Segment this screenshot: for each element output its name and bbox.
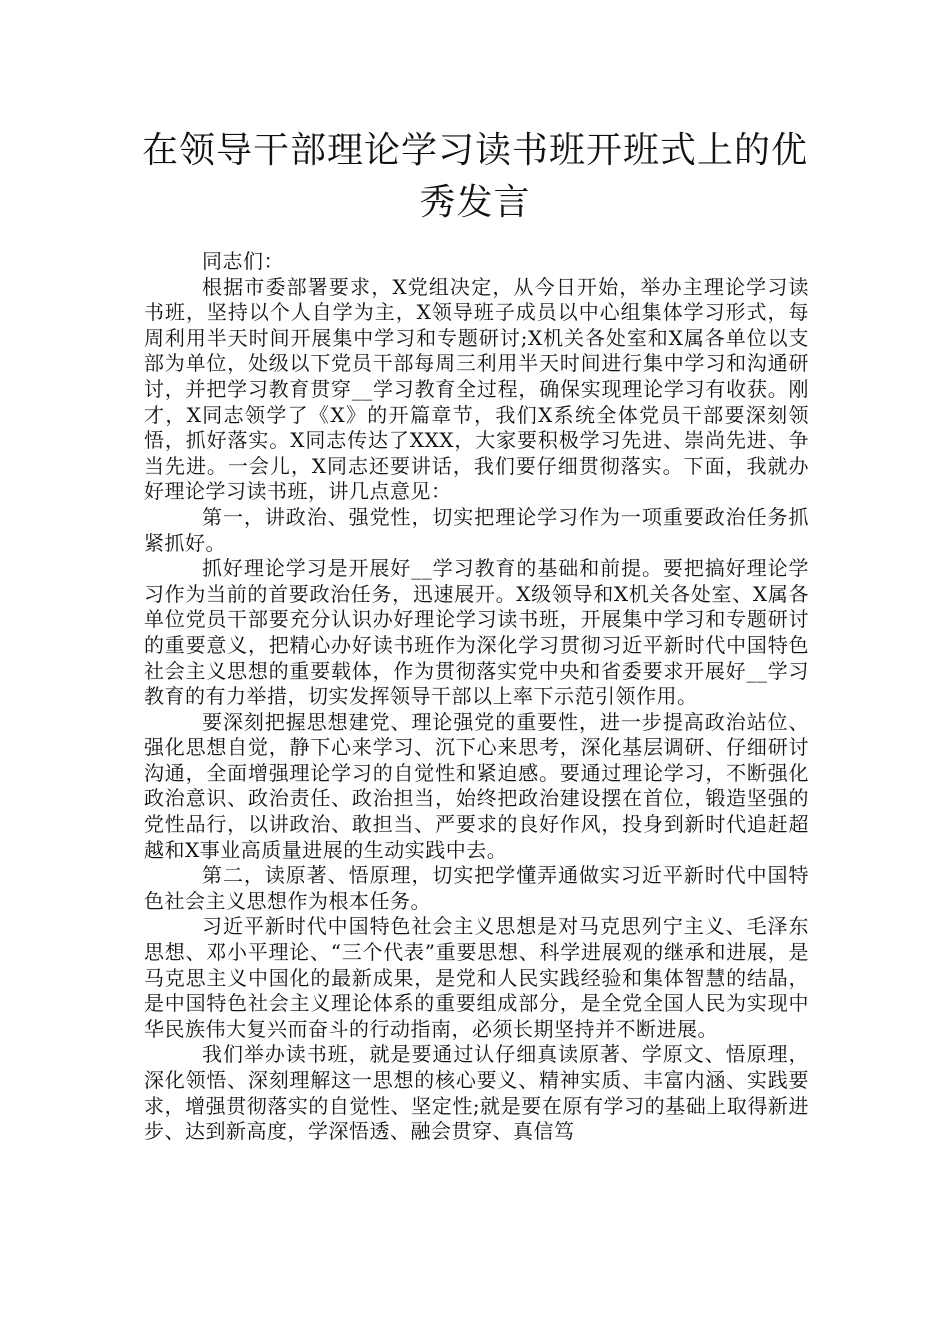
paragraph: 抓好理论学习是开展好__学习教育的基础和前提。要把搞好理论学习作为当前的首要政治任务，迅速展开。X级领导和X机关各处室、X属各单位党员干部要充分认识办好理论学习读书班，开展集中学习和专题研讨的重要意义，把精心办好读书班作为深化学习贯彻习近平新时代中国特色社会主义思想的重要载体，作为贯彻落实党中央和省委要求开展好__学习教育的有力举措，切实发挥领导干部以上率下示范引领作用。 xyxy=(144,556,809,709)
paragraph: 我们举办读书班，就是要通过认仔细真读原著、学原文、悟原理，深化领悟、深刻理解这一思想的核心要义、精神实质、丰富内涵、实践要求，增强贯彻落实的自觉性、坚定性;就是要在原有学习的基础上取得新进步、达到新高度，学深悟透、融会贯穿、真信笃 xyxy=(144,1042,809,1144)
section-heading: 第二，读原著、悟原理，切实把学懂弄通做实习近平新时代中国特色社会主义思想作为根本任务。 xyxy=(144,863,809,913)
paragraph: 根据市委部署要求，X党组决定，从今日开始，举办主理论学习读书班，坚持以个人自学为主，X领导班子成员以中心组集体学习形式，每周利用半天时间开展集中学习和专题研讨;X机关各处室和X属各单位以支部为单位，处级以下党员干部每周三利用半天时间进行集中学习和沟通研讨，并把学习教育贯穿__学习教育全过程，确保实现理论学习有收获。刚才，X同志领学了《X》的开篇章节，我们X系统全体党员干部要深刻领悟，抓好落实。X同志传达了XXX，大家要积极学习先进、崇尚先进、争当先进。一会儿，X同志还要讲话，我们要仔细贯彻落实。下面，我就办好理论学习读书班，讲几点意见： xyxy=(144,274,809,504)
section-heading: 第一，讲政治、强党性，切实把理论学习作为一项重要政治任务抓紧抓好。 xyxy=(144,504,809,555)
document-body xyxy=(144,249,809,1145)
document-title xyxy=(130,125,820,229)
title-line-2: 秀发言 xyxy=(419,182,531,223)
paragraph: 要深刻把握思想建党、理论强党的重要性，进一步提高政治站位、强化思想自觉，静下心来学习、沉下心来思考，深化基层调研、仔细研讨沟通，全面增强理论学习的自觉性和紧迫感。要通过理论学习，不断强化政治意识、政治责任、政治担当，始终把政治建设摆在首位，锻造坚强的党性品行，以讲政治、敢担当、严要求的良好作风，投身到新时代追赶超越和X事业高质量进展的生动实践中去。 xyxy=(144,709,809,862)
paragraph: 习近平新时代中国特色社会主义思想是对马克思列宁主义、毛泽东思想、邓小平理论、“三个代表”重要思想、科学进展观的继承和进展，是马克思主义中国化的最新成果，是党和人民实践经验和集体智慧的结晶，是中国特色社会主义理论体系的重要组成部分，是全党全国人民为实现中华民族伟大复兴而奋斗的行动指南，必须长期坚持并不断进展。 xyxy=(144,914,809,1041)
salutation: 同志们： xyxy=(202,249,284,273)
title-line-1: 在领导干部理论学习读书班开班式上的优 xyxy=(141,130,808,171)
